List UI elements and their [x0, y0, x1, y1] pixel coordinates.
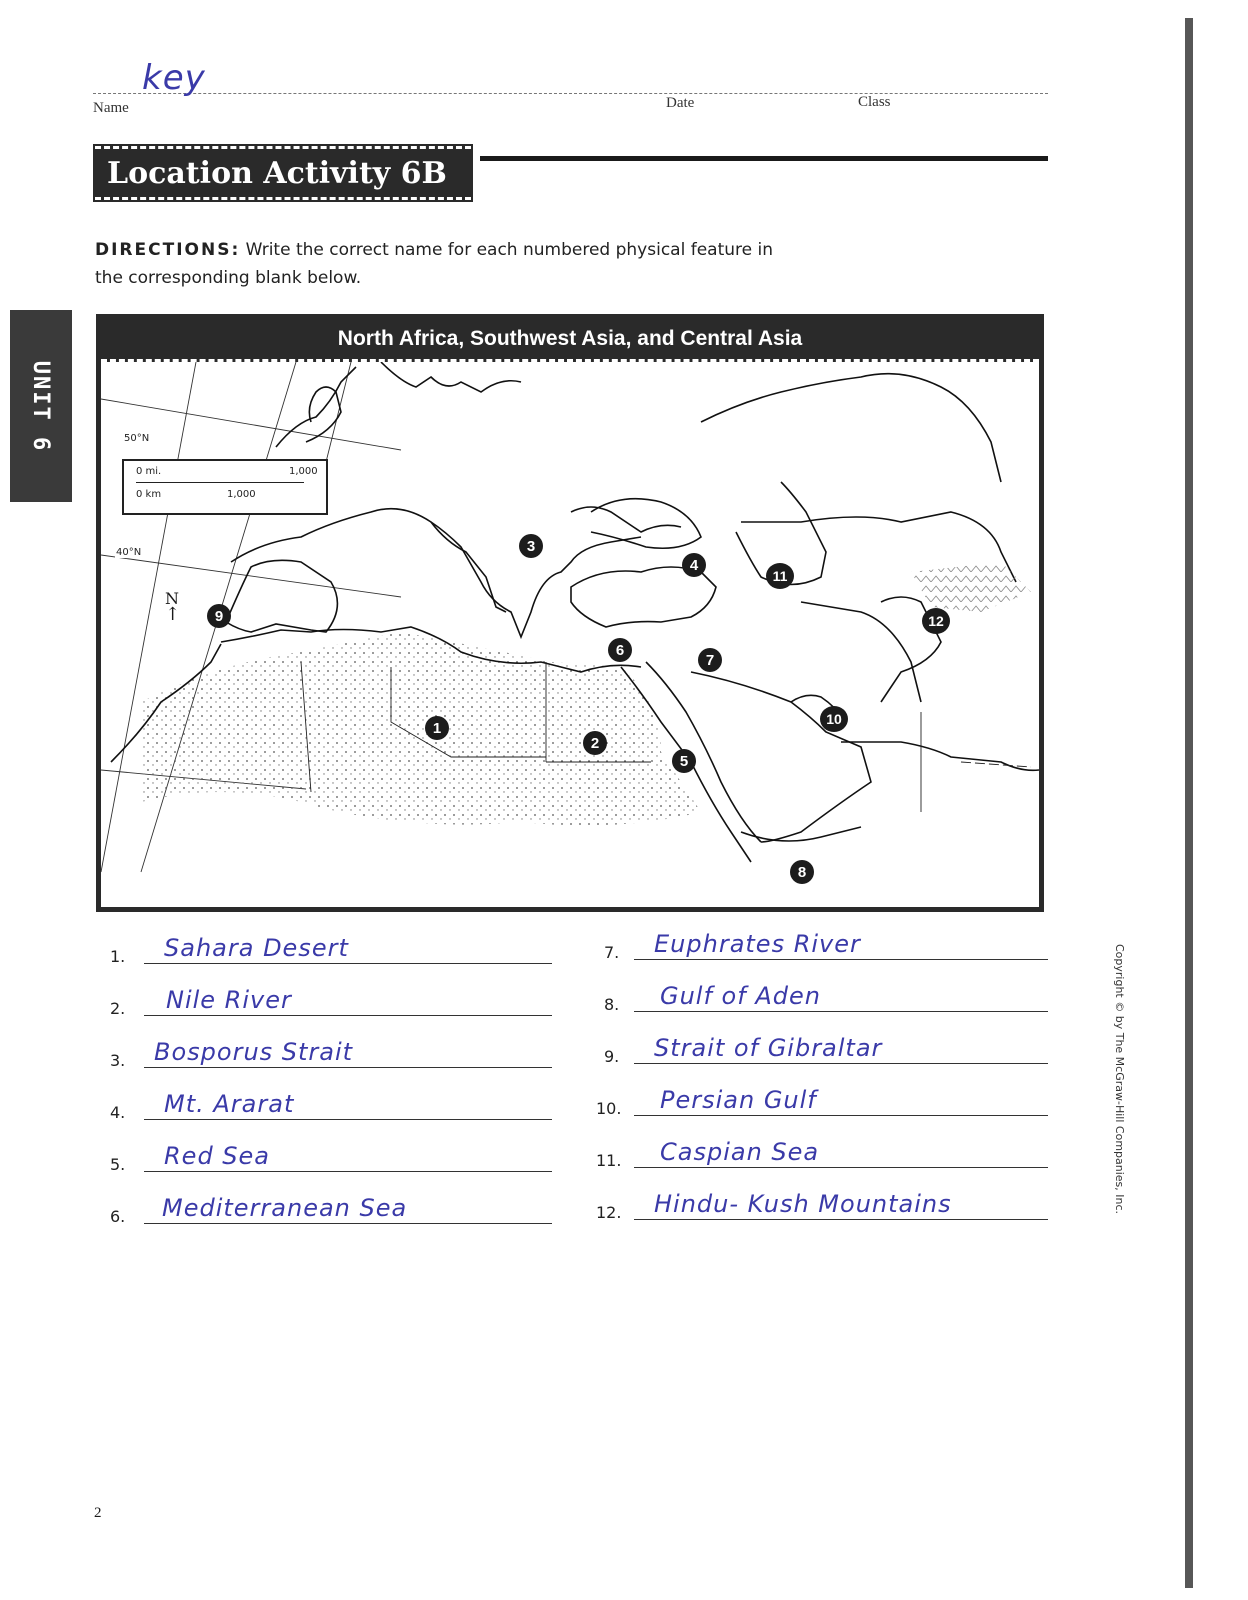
map-marker-12: 12	[922, 608, 950, 634]
answer-line	[634, 1219, 1048, 1220]
map-marker-6: 6	[608, 638, 632, 662]
unit-tab	[10, 310, 72, 502]
map-marker-9: 9	[207, 604, 231, 628]
directions-text: Write the correct name for each numbered physical feature in the corresponding blank below.	[95, 240, 773, 288]
map-marker-4: 4	[682, 553, 706, 577]
latitude-40n: 40°N	[116, 547, 142, 558]
name-label: Name	[93, 100, 129, 116]
answer-row-2	[110, 984, 552, 1018]
answer-row-12	[596, 1188, 1048, 1222]
title-rule	[480, 156, 1048, 161]
answer-number: 9.	[604, 1047, 620, 1066]
answer-line	[634, 1011, 1048, 1012]
answer-number: 2.	[110, 999, 126, 1018]
answer-line	[634, 1115, 1048, 1116]
answer-number: 6.	[110, 1207, 126, 1226]
answer-line	[144, 1015, 552, 1016]
name-field[interactable]: key	[142, 58, 206, 98]
answer-number: 12.	[596, 1203, 622, 1222]
answer-number: 11.	[596, 1151, 622, 1170]
scale-km-label: 0 km	[136, 489, 162, 500]
date-label: Date	[666, 95, 695, 111]
answer-line	[144, 1171, 552, 1172]
answer-field[interactable]: Euphrates River	[654, 930, 861, 958]
answer-row-1	[110, 932, 552, 966]
answer-row-11	[596, 1136, 1048, 1170]
scale-bar	[136, 482, 304, 483]
answer-row-9	[596, 1032, 1048, 1066]
answer-row-7	[596, 928, 1048, 962]
answer-line	[634, 1167, 1048, 1168]
answer-field[interactable]: Caspian Sea	[660, 1138, 820, 1166]
answer-field[interactable]: Hindu- Kush Mountains	[654, 1190, 952, 1218]
map-outline	[101, 362, 1039, 912]
map-marker-11: 11	[766, 563, 794, 589]
map	[96, 314, 1044, 912]
answer-number: 3.	[110, 1051, 126, 1070]
scale-mi-max: 1,000	[289, 466, 318, 477]
answer-field[interactable]: Mediterranean Sea	[162, 1194, 408, 1222]
map-marker-5: 5	[672, 749, 696, 773]
scan-edge	[1185, 18, 1193, 1588]
map-scale	[122, 459, 328, 515]
page-number: 2	[94, 1505, 102, 1521]
directions	[95, 236, 795, 292]
name-line	[93, 93, 1048, 95]
answer-number: 7.	[604, 943, 620, 962]
answer-line	[634, 1063, 1048, 1064]
answer-field[interactable]: Red Sea	[164, 1142, 271, 1170]
scale-km-max: 1,000	[227, 489, 256, 500]
answer-field[interactable]: Bosporus Strait	[154, 1038, 354, 1066]
answer-number: 10.	[596, 1099, 622, 1118]
unit-tab-label: UNIT 6	[28, 360, 54, 452]
map-marker-2: 2	[583, 731, 607, 755]
answer-field[interactable]: Nile River	[166, 986, 292, 1014]
answer-row-3	[110, 1036, 552, 1070]
answer-line	[144, 1067, 552, 1068]
answer-row-6	[110, 1192, 552, 1226]
answer-field[interactable]: Strait of Gibraltar	[654, 1034, 883, 1062]
map-title: North Africa, Southwest Asia, and Central Asia	[101, 319, 1039, 362]
map-marker-8: 8	[790, 860, 814, 884]
page-title	[95, 146, 471, 200]
answer-field[interactable]: Mt. Ararat	[164, 1090, 295, 1118]
scale-mi-label: 0 mi.	[136, 466, 162, 477]
north-label: N	[165, 589, 179, 608]
answer-row-4	[110, 1088, 552, 1122]
answer-line	[634, 959, 1048, 960]
answer-number: 4.	[110, 1103, 126, 1122]
answer-field[interactable]: Gulf of Aden	[660, 982, 821, 1010]
answer-row-8	[596, 980, 1048, 1014]
answer-line	[144, 1119, 552, 1120]
answer-number: 8.	[604, 995, 620, 1014]
map-marker-1: 1	[425, 716, 449, 740]
answer-row-10	[596, 1084, 1048, 1118]
answer-line	[144, 963, 552, 964]
copyright-notice: Copyright © by The McGraw-Hill Companies, Inc.	[1113, 944, 1126, 1215]
answer-number: 1.	[110, 947, 126, 966]
map-marker-3: 3	[519, 534, 543, 558]
latitude-50n: 50°N	[124, 433, 150, 444]
answer-row-5	[110, 1140, 552, 1174]
map-marker-10: 10	[820, 706, 848, 732]
class-label: Class	[858, 94, 891, 110]
answer-field[interactable]: Persian Gulf	[660, 1086, 817, 1114]
map-marker-7: 7	[698, 648, 722, 672]
directions-label: DIRECTIONS:	[95, 240, 241, 260]
answer-field[interactable]: Sahara Desert	[164, 934, 349, 962]
answer-line	[144, 1223, 552, 1224]
north-arrow-icon: N ↑	[165, 589, 181, 625]
answer-number: 5.	[110, 1155, 126, 1174]
page-title-text: Location Activity 6B	[107, 155, 447, 191]
